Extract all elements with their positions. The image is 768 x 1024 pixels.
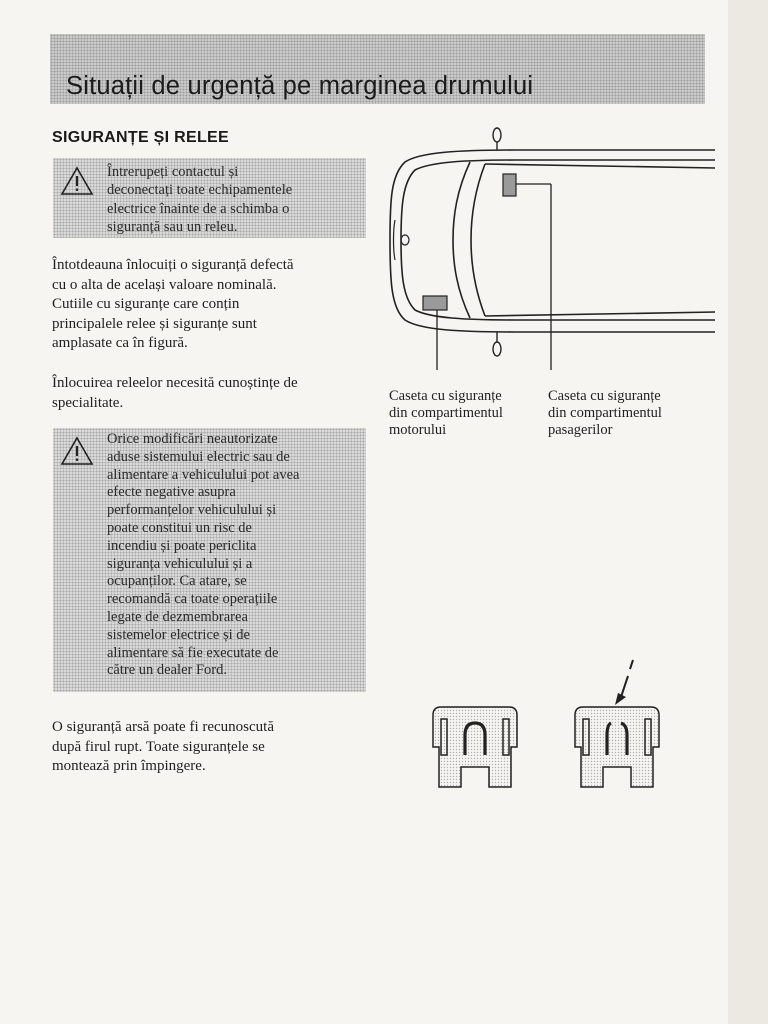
paragraph-line: Întotdeauna înlocuiți o siguranță defectă xyxy=(52,257,294,273)
paragraph-line: specialitate. xyxy=(52,394,124,411)
passenger-fuse-box-marker xyxy=(503,174,551,370)
logo-emblem xyxy=(401,235,409,245)
warning-box-modifications xyxy=(53,428,366,692)
blown-fuse-icon xyxy=(575,707,659,787)
section-title: SIGURANȚE ȘI RELEE xyxy=(52,129,229,146)
warning-line: electrice înainte de a schimba o xyxy=(107,200,290,217)
page-right-edge xyxy=(728,0,768,1024)
warning-line: efecte negative asupra xyxy=(107,484,236,501)
mirror-icon xyxy=(493,128,501,356)
warning-triangle-icon xyxy=(60,436,94,466)
paragraph-relays xyxy=(52,374,370,413)
paragraph-line: cu o alta de același valoare nominală. xyxy=(52,276,277,293)
paragraph-line: după firul rupt. Toate siguranțele se xyxy=(52,738,265,755)
paragraph-line: principalele relee și siguranțe sunt xyxy=(52,315,257,332)
paragraph-blown-fuse xyxy=(52,718,370,777)
warning-box-disconnect xyxy=(53,158,366,238)
caption-line: Caseta cu siguranțe xyxy=(389,388,502,404)
warning-line: alimentare să fie executate de xyxy=(107,644,279,661)
caption-passenger-fuse-box xyxy=(548,388,708,439)
paragraph-replace-fuse xyxy=(52,256,370,354)
warning-line: recomandă ca toate operațiile xyxy=(107,591,278,608)
page-title: Situații de urgență pe marginea drumului xyxy=(66,72,534,100)
warning-line: aduse sistemului electric sau de xyxy=(107,448,290,465)
warning-line: siguranță sau un releu. xyxy=(107,218,238,235)
warning-line: sistemelor electrice și de xyxy=(107,626,250,643)
paragraph-line: montează prin împingere. xyxy=(52,758,206,774)
engine-fuse-box-marker xyxy=(423,296,447,370)
warning-line: poate constitui un risc de xyxy=(107,519,252,536)
paragraph-line: O siguranță arsă poate fi recunoscută xyxy=(52,719,274,735)
warning-line: siguranța vehiculului și a xyxy=(107,555,253,572)
intact-fuse-icon xyxy=(433,707,517,787)
warning-line: performanțelor vehiculului și xyxy=(107,502,277,519)
paragraph-line: Cutiile cu siguranțe care conțin xyxy=(52,296,240,312)
caption-line: motorului xyxy=(389,422,447,438)
warning-text xyxy=(107,431,363,680)
warning-line: ocupanților. Ca atare, se xyxy=(107,573,247,590)
caption-line: pasagerilor xyxy=(548,422,613,438)
warning-line: Orice modificări neautorizate xyxy=(107,431,278,447)
caption-engine-fuse-box xyxy=(389,388,549,439)
fuse-comparison-figure xyxy=(425,655,665,795)
caption-line: din compartimentul xyxy=(548,405,662,421)
arrow-down-icon xyxy=(615,660,633,705)
paragraph-line: Înlocuirea releelor necesită cunoștințe de xyxy=(52,375,298,391)
warning-line: deconectați toate echipamentele xyxy=(107,182,293,199)
warning-line: legate de dezmembrarea xyxy=(107,608,248,625)
page-header-band xyxy=(50,34,705,104)
warning-line: alimentare a vehiculului pot avea xyxy=(107,466,300,483)
caption-line: Caseta cu siguranțe xyxy=(548,388,661,404)
vehicle-fuse-box-diagram xyxy=(385,120,715,370)
warning-line: incendiu și poate periclita xyxy=(107,537,257,554)
caption-line: din compartimentul xyxy=(389,405,503,421)
warning-line: către un dealer Ford. xyxy=(107,662,227,679)
paragraph-line: amplasate ca în figură. xyxy=(52,335,188,351)
warning-triangle-icon xyxy=(60,166,94,196)
warning-line: Întrerupeți contactul și xyxy=(107,164,239,180)
warning-text xyxy=(107,163,363,236)
